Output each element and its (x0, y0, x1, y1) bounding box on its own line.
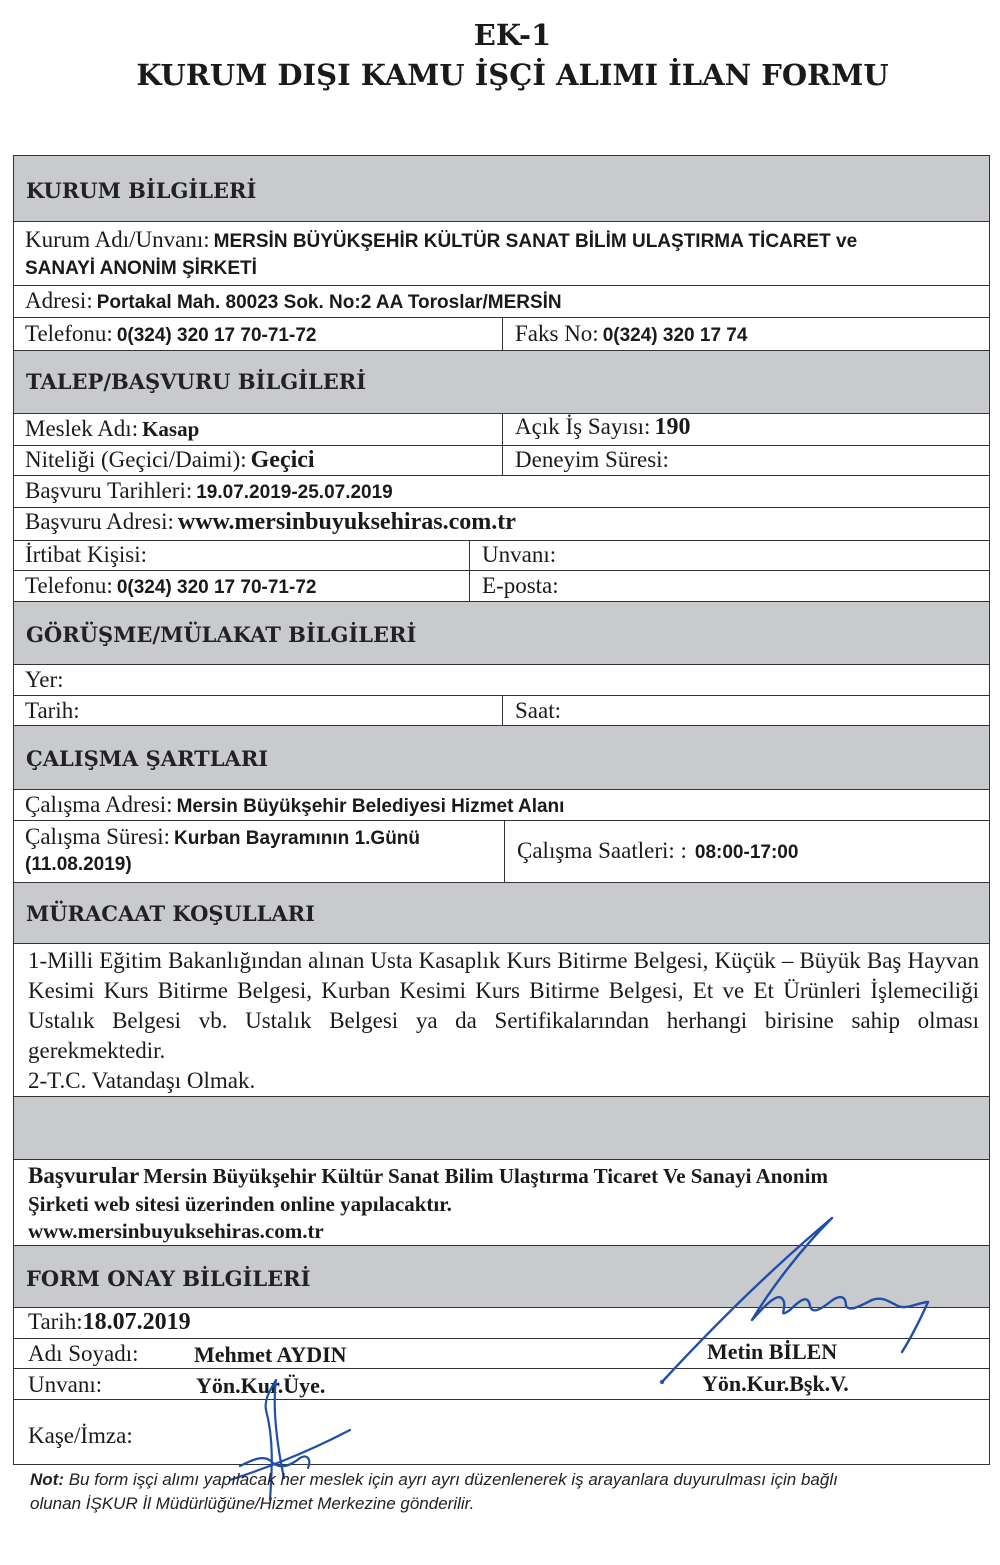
calisma-adres-row (14, 790, 989, 821)
talep-tel-value: 0(324) 320 17 70-71-72 (116, 577, 317, 598)
talep-irtibat-label: İrtibat Kişisi: (25, 542, 148, 567)
talep-adres-label: Başvuru Adresi: (25, 509, 174, 534)
kurum-fax-value: 0(324) 320 17 74 (602, 325, 748, 346)
muracaat-item-2: 2-T.C. Vatandaşı Olmak. (28, 1068, 256, 1093)
onay-unvan-value-2: Yön.Kur.Bşk.V. (702, 1371, 849, 1396)
blank-gray-band (14, 1097, 989, 1160)
talep-irtibat-row (14, 541, 989, 571)
section-talep-title: TALEP/BAŞVURU BİLGİLERİ (26, 369, 367, 394)
basvuru-note-line-1: Mersin Büyükşehir Kültür Sanat Bilim Ulaştırma Ticaret Ve Sanayi Anonim (143, 1164, 828, 1188)
footer-note-line-2: olunan İŞKUR İl Müdürlüğüne/Hizmet Merkezine gönderilir. (30, 1494, 475, 1513)
kurum-name-label: Kurum Adı/Unvanı: (25, 227, 210, 252)
kurum-address-row (14, 286, 989, 318)
basvuru-note-lead: Başvurular (28, 1163, 140, 1188)
talep-tel-label: Telefonu: (25, 573, 113, 598)
kurum-address-value: Portakal Mah. 80023 Sok. No:2 AA Toroslar/MERSİN (96, 292, 562, 313)
talep-meslek-value: Kasap (142, 417, 200, 441)
talep-tarih-row (14, 476, 989, 508)
gorusme-saat-label: Saat: (515, 698, 561, 723)
section-gorusme-title: GÖRÜŞME/MÜLAKAT BİLGİLERİ (26, 622, 417, 647)
talep-unvan-cell (469, 541, 989, 570)
kurum-phone-value: 0(324) 320 17 70-71-72 (116, 325, 317, 346)
talep-deneyim-label: Deneyim Süresi: (515, 447, 669, 472)
talep-nitelik-cell (14, 446, 502, 475)
basvuru-note-line-2: Şirketi web sitesi üzerinden online yapılacaktır. (28, 1192, 452, 1216)
talep-acik-label: Açık İş Sayısı: (515, 414, 651, 439)
gorusme-tarih-row (14, 696, 989, 726)
kurum-phone-row (14, 318, 989, 351)
onay-adsoyad-value-2: Metin BİLEN (707, 1339, 838, 1364)
kurum-fax-label: Faks No: (515, 321, 599, 346)
onay-tarih-label: Tarih: (28, 1309, 83, 1334)
talep-eposta-label: E-posta: (482, 573, 559, 598)
form-title: KURUM DIŞI KAMU İŞÇİ ALIMI İLAN FORMU (136, 58, 889, 92)
onay-adsoyad-value-1: Mehmet AYDIN (194, 1342, 347, 1367)
footer-note (30, 1468, 1000, 1516)
gorusme-yer-row (14, 665, 989, 696)
kurum-name-row (14, 222, 989, 286)
talep-adres-value: www.mersinbuyuksehiras.com.tr (177, 509, 516, 535)
onay-adsoyad-label: Adı Soyadı: (28, 1341, 139, 1366)
section-talep-header (14, 351, 989, 414)
talep-adres-row (14, 508, 989, 541)
talep-nitelik-row (14, 446, 989, 476)
kurum-address-label: Adresi: (25, 288, 93, 313)
talep-tel-row (14, 571, 989, 602)
onay-kase-label: Kaşe/İmza: (28, 1423, 133, 1448)
kurum-fax-cell (502, 318, 989, 350)
calisma-sure-row (14, 821, 989, 883)
section-muracaat-header (14, 883, 989, 944)
section-onay-title: FORM ONAY BİLGİLERİ (26, 1266, 311, 1291)
footer-note-line-1: Bu form işçi alımı yapılacak her meslek için ayrı ayrı düzenlenerek iş arayanlara duyurulması için bağlı (68, 1470, 838, 1489)
calisma-saat-cell (504, 821, 989, 882)
footer-note-prefix: Not: (30, 1470, 64, 1489)
onay-tarih-value: 18.07.2019 (82, 1309, 191, 1335)
signature-metin-bilen (650, 1210, 950, 1390)
section-calisma-title: ÇALIŞMA ŞARTLARI (26, 746, 269, 771)
calisma-sure-cell (14, 821, 504, 882)
gorusme-tarih-cell (14, 696, 502, 725)
muracaat-text (28, 946, 979, 1096)
form-code: EK-1 (473, 18, 552, 52)
talep-acik-value: 190 (654, 414, 691, 440)
section-calisma-header (14, 726, 989, 790)
talep-meslek-cell (14, 414, 502, 445)
kurum-name-value-1: MERSİN BÜYÜKŞEHİR KÜLTÜR SANAT BİLİM ULAŞTIRMA TİCARET ve (213, 231, 858, 252)
kurum-phone-label: Telefonu: (25, 321, 113, 346)
talep-acik-cell (502, 414, 989, 445)
kurum-name-value-2: SANAYİ ANONİM ŞİRKETİ (25, 258, 257, 279)
calisma-saat-label: Çalışma Saatleri: : (517, 838, 687, 863)
section-kurum-header (14, 156, 989, 222)
basvuru-note-url: www.mersinbuyuksehiras.com.tr (28, 1219, 324, 1243)
talep-tel-cell (14, 571, 469, 601)
section-kurum-title: KURUM BİLGİLERİ (26, 178, 257, 203)
calisma-saat-value: 08:00-17:00 (694, 842, 799, 863)
kurum-phone-cell (14, 318, 502, 350)
muracaat-body (14, 944, 989, 1097)
calisma-sure-value-2: (11.08.2019) (25, 854, 132, 875)
onay-kase-row (14, 1400, 989, 1466)
calisma-sure-value-1: Kurban Bayramının 1.Günü (174, 828, 421, 849)
talep-meslek-label: Meslek Adı: (25, 416, 139, 441)
talep-nitelik-value: Geçici (250, 447, 315, 473)
gorusme-tarih-label: Tarih: (25, 698, 80, 723)
talep-irtibat-cell (14, 541, 469, 570)
muracaat-item-1: 1-Milli Eğitim Bakanlığından alınan Usta Kasaplık Kurs Bitirme Belgesi, Küçük – Büyük Baş Hayvan Kesimi Kurs Bitirme Belgesi, Kurban Kesimi Kurs Bitirme Belgesi, Et ve Et Ürünleri İşlemeciliği Ustalık Belgesi vb. Ustalık Belgesi ya da Sertifikalarından herhangi birisine sahip olması gerekmektedir. (28, 948, 979, 1063)
talep-meslek-row (14, 414, 989, 446)
talep-tarih-label: Başvuru Tarihleri: (25, 478, 193, 503)
calisma-adres-label: Çalışma Adresi: (25, 792, 173, 817)
talep-eposta-cell (469, 571, 989, 601)
gorusme-saat-cell (502, 696, 989, 725)
onay-unvan-value-1: Yön.Kur.Üye. (196, 1373, 326, 1398)
section-muracaat-title: MÜRACAAT KOŞULLARI (26, 901, 315, 926)
calisma-adres-value: Mersin Büyükşehir Belediyesi Hizmet Alanı (176, 796, 565, 817)
calisma-sure-label: Çalışma Süresi: (25, 824, 171, 849)
talep-nitelik-label: Niteliği (Geçici/Daimi): (25, 447, 247, 472)
section-gorusme-header (14, 602, 989, 665)
gorusme-yer-label: Yer: (25, 667, 64, 692)
talep-deneyim-cell (502, 446, 989, 475)
talep-tarih-value: 19.07.2019-25.07.2019 (196, 482, 393, 503)
talep-unvan-label: Unvanı: (482, 542, 557, 567)
onay-unvan-label: Unvanı: (28, 1372, 103, 1397)
